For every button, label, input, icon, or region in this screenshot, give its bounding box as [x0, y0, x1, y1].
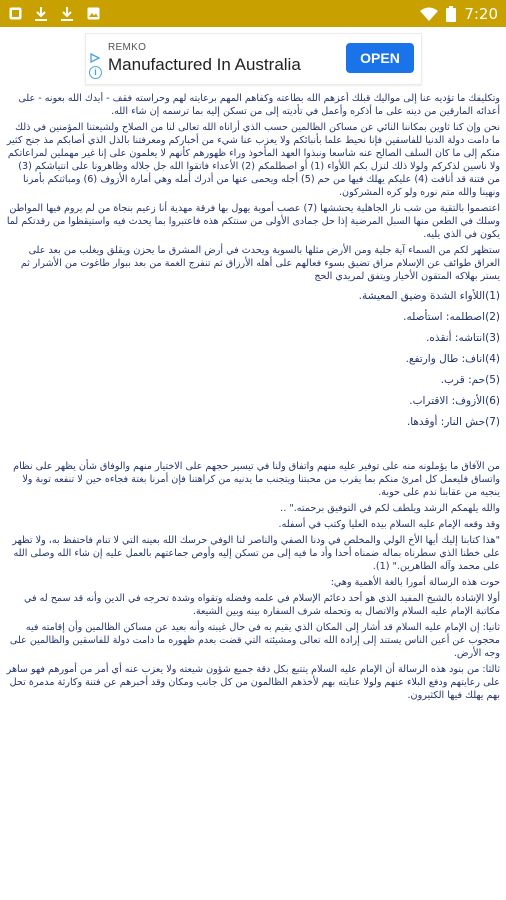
footnote-item: (5)حم: قرب.: [440, 374, 500, 386]
notification-icon: [8, 7, 22, 21]
article-paragraph: حوت هذه الرسالة أمورا بالغة الأهمية وهي:: [330, 577, 500, 588]
article-paragraph: ثالثا: من بنود هذه الرسالة أن الإمام عليه السلام يتتبع بكل دقة جميع شؤون شيعته ولا يعزب عنه أي أمر من أمورهم فهو ساهر على رعايتهم ودفع البلاء عنهم ولولا عنايته بهم لأخذهم الظالمون من كل جانب ومكان وقد أخبرهم عن فتنة وكارثة مدمرة تحل بهم يهلك فيها الكثيرون.: [6, 664, 500, 701]
article-paragraph: ستظهر لكم من السماء آية جلية ومن الأرض مثلها بالسوية ويحدث في أرض المشرق ما يحزن ويقلق ويغلب من بعد على العراق طوائف عن الإسلام مراق تضيق بسوء فعالهم على أهله الأرزاق ثم تنفرج الغمة من بعد ببوار طاغوت من الأشرار ثم يستر بهلاكه المتقون الأخيار ويتفق لمريدي الحج: [20, 245, 500, 282]
article-paragraph: "هذا كتابنا إليك أيها الأخ الولي والمخلص في ودنا الصفي والناصر لنا الوفي حرسك الله بعينه التي لا تنام فاحتفظ به، ولا تظهر على خطنا الذي سطرناه بماله ضمناه أحدا وأد ما فيه إلى من تسكن إليه وأوص جماعتهم بالعمل عليه إن شاء الله وصلى الله على محمد وآله الطاهرين." (1).: [12, 535, 500, 572]
footnote-item: (2)اصطلمه: استأصله.: [403, 311, 500, 323]
article-paragraph: أولا الإشادة بالشيخ المفيد الذي هو أحد دعائم الإسلام في علمه وفضله وتقواه وشدة تحرجه في الدين وأنه قد سمح له في مكاتبة الإمام عليه السلام والاتصال به وتحمله شرف السفارة بينه وبين الشيعة.: [23, 593, 500, 617]
ad-headline[interactable]: Manufactured In Australia: [108, 55, 301, 74]
article-paragraph: وتكليفك ما تؤديه عنا إلى مواليك قبلك أعزهم الله بطاعته وكفاهم المهم برعايته لهم وحراسته فقف - أيدك الله بعونه - على أعدائه المارقين من دينه على ما أذكره وأعمل في تأديته إلى من تسكن إليه بما ترسمه إن شاء الله.: [18, 93, 500, 117]
ad-info-icon[interactable]: i: [89, 66, 102, 79]
battery-icon: [446, 6, 456, 22]
ad-choices-icon[interactable]: [90, 48, 100, 58]
status-bar: [0, 0, 506, 27]
section-gap: [6, 436, 500, 460]
ad-banner[interactable]: [85, 33, 422, 85]
ad-brand: REMKO: [108, 42, 147, 53]
wifi-icon: [420, 7, 438, 21]
download-icon: [34, 7, 48, 21]
article-paragraph: نحن وإن كنا ثاوين بمكاننا النائي عن مساكن الظالمين حسب الذي أراناه الله تعالى لنا من الصلاح ولشيعتنا المؤمنين في ذلك ما دامت دولة الدنيا للفاسقين فإنا نحيط علما بأنبائكم ولا يعزب عنا شيء من أخباركم ومعرفتنا بالذل الذي أصابكم مذ جنح كثير منكم إلى ما كان السلف الصالح عنه شاسعا ونبذوا العهد المأخوذ وراء ظهورهم كأنهم لا يعلمون على إنا غير مهملين لمراعاتكم ولا ناسين لذكركم ولولا ذلك لنزل بكم اللأواء (1) أو اصطلمكم (2) الأعداء فاتقوا الله جل جلاله وظاهرونا على انتياشكم (3) من فتنة قد أنافت (4) عليكم يهلك فيها من حم (5) أجله ويحمى عنها من أدرك أمله وهي أمارة الأزوف (6) ومباثتكم بأمرنا ونهينا والله متم نوره ولو كره المشركون.: [6, 122, 500, 198]
footnotes-list: [6, 289, 500, 429]
footnote-item: (3)انتاشه: أنقذه.: [426, 332, 500, 344]
footnote-item: (4)اناف: طال وارتفع.: [405, 353, 500, 365]
article-paragraph: من الآفاق ما يؤملونه منه على توفير عليه منهم واتفاق ولنا في تيسير حجهم على الاختيار منهم والوفاق شأن يظهر على نظام واتساق فليعمل كل امرئ منكم بما يقرب من محبتنا ويتجنب ما يدنيه من كراهتنا فإن أمرنا بغتة فجاءه حين لا تنفعه توبة ولا ينجيه من عقابنا ندم على حوبة.: [13, 461, 500, 498]
article-paragraph: وقد وقعه الإمام عليه السلام بيده العليا وكتب في أسفله.: [278, 519, 500, 530]
article-paragraph: والله يلهمكم الرشد ويلطف لكم في التوفيق برحمته." ..: [280, 503, 500, 514]
status-time: 7:20: [464, 4, 498, 23]
footnote-item: (7)حش النار: أوقدها.: [406, 416, 500, 428]
image-icon: [86, 7, 100, 21]
article-paragraph: اعتصموا بالتقية من شب نار الجاهلية يحششها (7) عصب أموية يهول بها فرقة مهدية أنا زعيم بنجاة من لم يروم فيها المواطن وسلك في الطعن منها السبل المرضية إذا حل جمادى الأولى من سنتكم هذه فاعتبروا بما يحدث فيه واستيقظوا من رقدتكم لما يكون في الذي يليه.: [6, 203, 500, 240]
article-body: [6, 92, 500, 892]
status-bar-notifications: [8, 7, 100, 21]
footnote-item: (6)الأزوف: الاقتراب.: [409, 395, 500, 407]
article-paragraph: ثانيا: إن الإمام عليه السلام قد أشار إلى المكان الذي يقيم به في حال غيبته وأنه بعيد عن مساكن الظالمين وأن إقامته فيه محجوب عن أعين الناس يستند إلى إرادة الله تعالى ومشيئته التي قضت بعدم ظهوره ما دامت دولة للفاسقين والظالمين على وجه الأرض.: [9, 622, 500, 659]
status-bar-system: [420, 5, 498, 23]
ad-open-button[interactable]: OPEN: [346, 43, 414, 73]
download-icon: [60, 7, 74, 21]
footnote-item: (1)اللأواء الشدة وضيق المعيشة.: [358, 290, 500, 302]
